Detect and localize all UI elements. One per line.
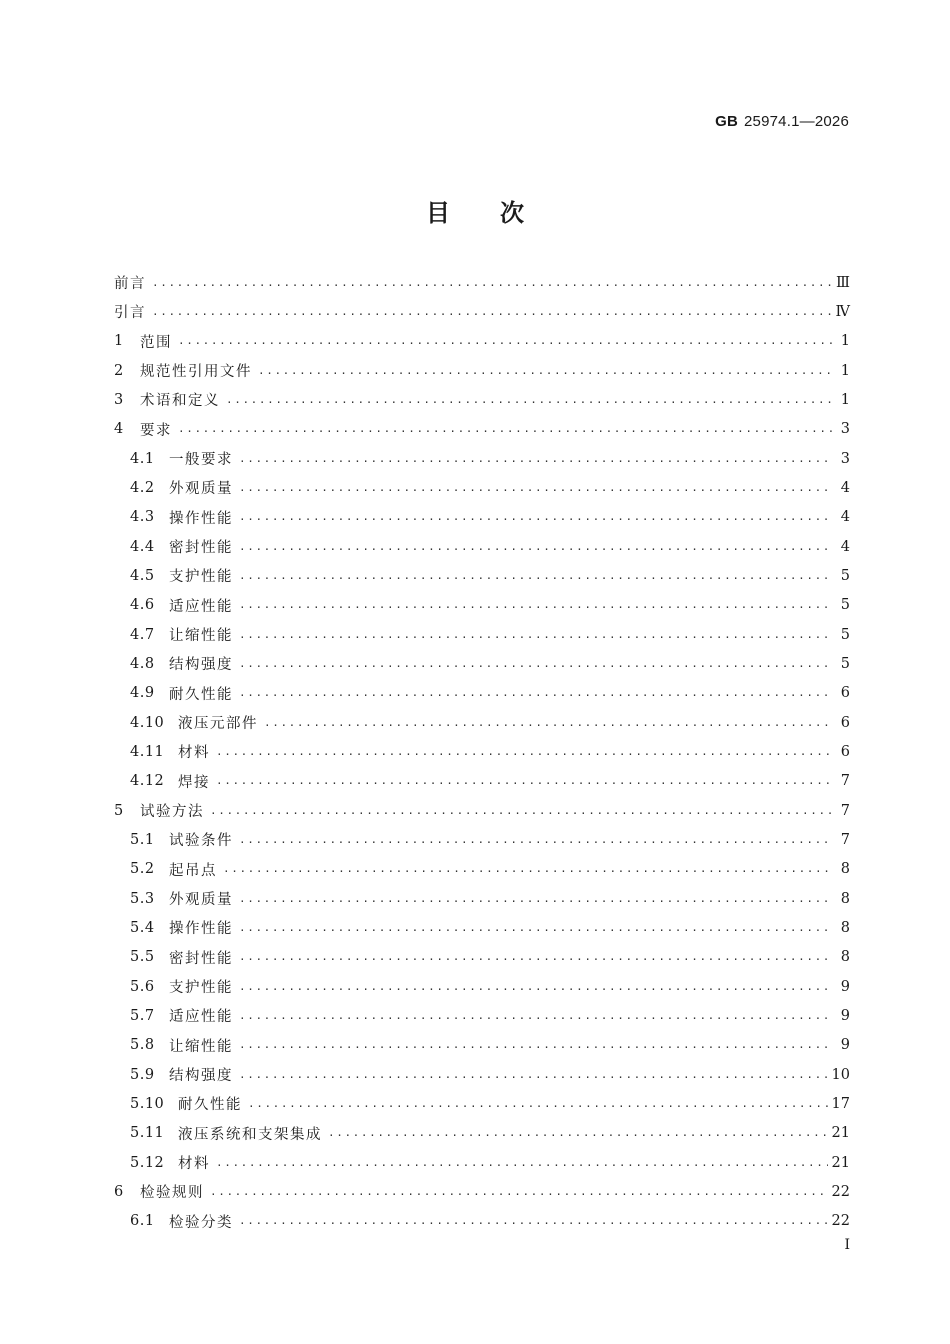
toc-leader-dots (216, 773, 832, 789)
toc-leader-dots (239, 891, 832, 907)
toc-entry-number: 5.5 (130, 949, 155, 966)
toc-entry-number: 4.4 (130, 538, 155, 555)
toc-entry-label: 检验分类 (169, 1214, 233, 1231)
toc-entry[interactable] (114, 297, 850, 326)
toc-entry-label: 耐久性能 (178, 1097, 242, 1114)
standard-number: 25974.1—2026 (744, 113, 849, 130)
toc-entry-page: 7 (840, 802, 850, 819)
toc-leader-dots (210, 1184, 828, 1200)
toc-entry-number: 5.1 (130, 831, 155, 848)
toc-leader-dots (239, 920, 832, 936)
toc-leader-dots (239, 1067, 828, 1083)
toc-entry[interactable] (114, 1207, 850, 1236)
page-number: I (844, 1237, 850, 1253)
toc-entry-label: 试验方法 (140, 804, 204, 821)
toc-entry-page: 22 (831, 1213, 850, 1230)
toc-entry-number: 4.3 (130, 509, 155, 526)
toc-entry-number: 4 (114, 421, 124, 438)
toc-entry-label: 材料 (178, 745, 210, 762)
toc-entry-page: 6 (840, 685, 850, 702)
toc-entry-page: 1 (840, 391, 850, 408)
toc-entry-number: 4.8 (130, 655, 155, 672)
toc-entry[interactable] (114, 679, 850, 708)
toc-entry-label: 检验规则 (140, 1185, 204, 1202)
toc-entry-label: 让缩性能 (169, 1038, 233, 1055)
toc-entry-number: 5.2 (130, 861, 155, 878)
toc-entry[interactable] (114, 1060, 850, 1089)
toc-entry[interactable] (114, 1148, 850, 1177)
toc-entry-page: 17 (831, 1095, 850, 1112)
toc-entry[interactable] (114, 591, 850, 620)
toc-leader-dots (239, 1037, 832, 1053)
toc-leader-dots (178, 333, 832, 349)
toc-entry-page: 8 (840, 890, 850, 907)
toc-leader-dots (264, 715, 832, 731)
toc-leader-dots (216, 1155, 828, 1171)
toc-entry-label: 密封性能 (169, 540, 233, 557)
toc-entry-page: Ⅳ (835, 303, 850, 320)
toc-entry-label: 一般要求 (169, 452, 233, 469)
toc-entry-page: 6 (840, 743, 850, 760)
toc-entry-number: 1 (114, 333, 124, 350)
toc-entry-label: 操作性能 (169, 921, 233, 938)
toc-entry-page: Ⅲ (836, 274, 850, 291)
toc-entry-page: 3 (840, 421, 850, 438)
toc-entry[interactable] (114, 620, 850, 649)
toc-entry-page: 9 (840, 1037, 850, 1054)
toc-entry-label: 外观质量 (169, 481, 233, 498)
toc-entry-number: 5.6 (130, 978, 155, 995)
toc-entry-number: 5.4 (130, 919, 155, 936)
toc-entry-label: 结构强度 (169, 1068, 233, 1085)
toc-entry[interactable] (114, 943, 850, 972)
toc-entry-page: 5 (840, 567, 850, 584)
toc-entry-page: 4 (840, 538, 850, 555)
toc-entry[interactable] (114, 708, 850, 737)
toc-entry-page: 9 (840, 1007, 850, 1024)
toc-leader-dots (216, 744, 832, 760)
toc-entry[interactable] (114, 356, 850, 385)
toc-entry-page: 5 (840, 626, 850, 643)
toc-leader-dots (239, 568, 832, 584)
toc-leader-dots (239, 539, 832, 555)
toc-entry-label: 支护性能 (169, 569, 233, 586)
toc-entry-number: 5.7 (130, 1007, 155, 1024)
toc-entry-label: 操作性能 (169, 510, 233, 527)
standard-prefix: GB (715, 113, 738, 130)
toc-entry-label: 试验条件 (169, 833, 233, 850)
toc-leader-dots (239, 685, 832, 701)
toc-leader-dots (223, 861, 832, 877)
toc-entry-label: 耐久性能 (169, 686, 233, 703)
toc-leader-dots (226, 392, 832, 408)
toc-entry-label: 术语和定义 (140, 393, 220, 410)
toc-entry[interactable] (114, 855, 850, 884)
toc-leader-dots (239, 949, 832, 965)
toc-entry-label: 让缩性能 (169, 628, 233, 645)
toc-entry-page: 21 (831, 1125, 850, 1142)
toc-entry-page: 1 (840, 362, 850, 379)
standard-code (715, 113, 849, 130)
toc-leader-dots (152, 304, 832, 320)
toc-entry[interactable] (114, 561, 850, 590)
toc-entry-number: 4.10 (130, 714, 165, 731)
toc-title-char-1: 目 (426, 199, 450, 227)
toc-entry[interactable] (114, 327, 850, 356)
toc-title (0, 193, 950, 228)
toc-entry-label: 前言 (114, 276, 146, 293)
toc-entry-label: 结构强度 (169, 657, 233, 674)
toc-entry-number: 4.11 (130, 743, 165, 760)
toc-entry[interactable] (114, 767, 850, 796)
toc-entry-page: 10 (831, 1066, 850, 1083)
toc-entry-label: 密封性能 (169, 950, 233, 967)
toc-entry-label: 要求 (140, 422, 172, 439)
toc-list (114, 268, 850, 1236)
toc-entry[interactable] (114, 385, 850, 414)
toc-entry[interactable] (114, 473, 850, 502)
toc-entry[interactable] (114, 737, 850, 766)
toc-entry-label: 外观质量 (169, 892, 233, 909)
toc-entry[interactable] (114, 444, 850, 473)
toc-entry[interactable] (114, 503, 850, 532)
toc-leader-dots (178, 421, 832, 437)
toc-entry[interactable] (114, 796, 850, 825)
toc-entry-label: 适应性能 (169, 598, 233, 615)
toc-leader-dots (239, 1008, 832, 1024)
toc-entry[interactable] (114, 1031, 850, 1060)
toc-leader-dots (152, 275, 832, 291)
toc-leader-dots (248, 1096, 828, 1112)
toc-entry-number: 6.1 (130, 1213, 155, 1230)
toc-entry-page: 8 (840, 861, 850, 878)
toc-entry-page: 1 (840, 333, 850, 350)
toc-entry-number: 4.1 (130, 450, 155, 467)
toc-leader-dots (239, 480, 832, 496)
toc-entry-label: 起吊点 (169, 862, 217, 879)
toc-entry-page: 9 (840, 978, 850, 995)
toc-entry[interactable] (114, 972, 850, 1001)
toc-entry-label: 适应性能 (169, 1009, 233, 1026)
toc-entry-page: 21 (831, 1154, 850, 1171)
toc-entry-page: 5 (840, 655, 850, 672)
toc-entry-number: 2 (114, 362, 124, 379)
toc-entry[interactable] (114, 825, 850, 854)
toc-entry-number: 4.5 (130, 567, 155, 584)
toc-entry-label: 范围 (140, 334, 172, 351)
toc-title-char-2: 次 (500, 199, 524, 227)
toc-entry-number: 5.12 (130, 1154, 165, 1171)
toc-leader-dots (239, 451, 832, 467)
toc-entry-number: 4.7 (130, 626, 155, 643)
toc-entry-page: 22 (831, 1183, 850, 1200)
toc-entry-number: 5.10 (130, 1095, 165, 1112)
toc-entry-page: 4 (840, 509, 850, 526)
toc-entry[interactable] (114, 1089, 850, 1118)
toc-entry-number: 3 (114, 391, 124, 408)
toc-entry-label: 材料 (178, 1156, 210, 1172)
toc-entry[interactable] (114, 649, 850, 678)
toc-entry-page: 4 (840, 479, 850, 496)
toc-entry-page: 5 (840, 597, 850, 614)
toc-entry-number: 4.2 (130, 479, 155, 496)
toc-entry[interactable] (114, 913, 850, 942)
toc-entry-label: 规范性引用文件 (140, 364, 252, 381)
toc-entry-page: 6 (840, 714, 850, 731)
toc-entry-page: 8 (840, 949, 850, 966)
toc-leader-dots (239, 509, 832, 525)
toc-entry-number: 5.9 (130, 1066, 155, 1083)
toc-entry-label: 液压元部件 (178, 716, 258, 733)
toc-leader-dots (328, 1125, 828, 1141)
toc-leader-dots (239, 979, 832, 995)
toc-entry-page: 7 (840, 831, 850, 848)
toc-entry[interactable] (114, 415, 850, 444)
toc-entry[interactable] (114, 268, 850, 297)
toc-leader-dots (239, 656, 832, 672)
toc-entry[interactable] (114, 1177, 850, 1206)
toc-entry-label: 焊接 (178, 774, 210, 791)
toc-leader-dots (210, 803, 832, 819)
toc-leader-dots (239, 597, 832, 613)
toc-leader-dots (239, 1213, 828, 1229)
toc-entry-number: 6 (114, 1183, 124, 1200)
toc-leader-dots (258, 363, 832, 379)
toc-entry[interactable] (114, 532, 850, 561)
toc-entry-number: 4.9 (130, 685, 155, 702)
toc-entry-number: 4.12 (130, 773, 165, 790)
toc-leader-dots (239, 832, 832, 848)
toc-entry[interactable] (114, 884, 850, 913)
toc-entry-label: 引言 (114, 305, 146, 322)
toc-entry-number: 5.3 (130, 890, 155, 907)
toc-entry-number: 5.11 (130, 1125, 165, 1142)
toc-entry-number: 5.8 (130, 1037, 155, 1054)
toc-entry-number: 5 (114, 802, 124, 819)
toc-entry-page: 3 (840, 450, 850, 467)
toc-entry[interactable] (114, 1119, 850, 1148)
toc-entry-page: 8 (840, 919, 850, 936)
toc-entry-number: 4.6 (130, 597, 155, 614)
toc-entry[interactable] (114, 1001, 850, 1030)
toc-entry-label: 液压系统和支架集成 (178, 1126, 322, 1143)
toc-entry-page: 7 (840, 773, 850, 790)
toc-leader-dots (239, 627, 832, 643)
toc-entry-label: 支护性能 (169, 980, 233, 997)
